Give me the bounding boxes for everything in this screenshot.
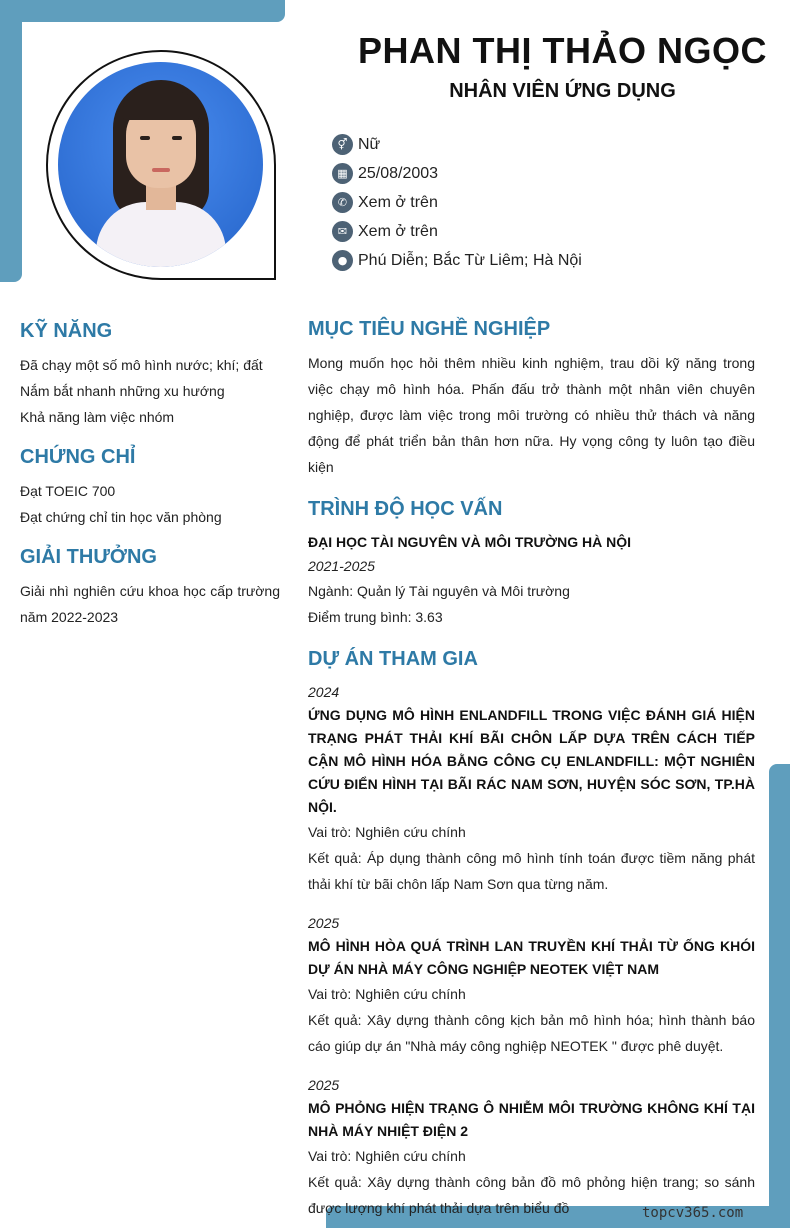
phone-icon: ✆	[332, 192, 353, 213]
list-item: Đạt TOEIC 700	[20, 483, 116, 499]
skills-section	[20, 318, 280, 430]
project-title: MÔ PHỎNG HIỆN TRẠNG Ô NHIỄM MÔI TRƯỜNG KHÔNG KHÍ TẠI NHÀ MÁY NHIỆT ĐIỆN 2	[308, 1100, 755, 1139]
project-item	[308, 911, 755, 1059]
certificates-section	[20, 444, 280, 530]
birthday-value: 25/08/2003	[358, 164, 439, 182]
project-role: Vai trò: Nghiên cứu chính	[308, 824, 466, 840]
left-column	[20, 318, 280, 644]
project-title: MÔ HÌNH HÒA QUÁ TRÌNH LAN TRUYỀN KHÍ THẢI TỪ ỐNG KHÓI DỰ ÁN NHÀ MÁY CÔNG NGHIỆP NEOTEK VIỆT NAM	[308, 938, 755, 977]
list-item: Đạt chứng chỉ tin học văn phòng	[20, 509, 222, 525]
project-role: Vai trò: Nghiên cứu chính	[308, 1148, 466, 1164]
objective-section	[308, 316, 755, 480]
email-value: Xem ở trên	[358, 222, 438, 240]
project-item	[308, 1073, 755, 1221]
contact-phone	[332, 188, 582, 217]
decorative-top-bar	[0, 0, 285, 22]
section-title: CHỨNG CHỈ	[20, 446, 136, 468]
profile-photo	[58, 62, 263, 267]
decorative-right-bar	[769, 764, 790, 1228]
job-title: NHÂN VIÊN ỨNG DỤNG	[449, 80, 676, 102]
calendar-icon: ▦	[332, 163, 353, 184]
list-item: Giải nhì nghiên cứu khoa học cấp trường năm 2022-2023	[20, 583, 280, 625]
section-title: GIẢI THƯỞNG	[20, 546, 157, 568]
project-role: Vai trò: Nghiên cứu chính	[308, 986, 466, 1002]
education-major: Ngành: Quản lý Tài nguyên và Môi trường	[308, 583, 570, 599]
section-title: TRÌNH ĐỘ HỌC VẤN	[308, 498, 503, 520]
project-year: 2024	[308, 684, 340, 700]
education-period: 2021-2025	[308, 558, 375, 574]
education-section	[308, 496, 755, 630]
contact-birthday	[332, 159, 582, 188]
section-title: KỸ NĂNG	[20, 320, 113, 342]
watermark: topcv365.com	[642, 1205, 744, 1221]
objective-text: Mong muốn học hỏi thêm nhiều kinh nghiệm, trau dồi kỹ năng trong việc chạy mô hình hóa. Phấn đấu trở thành một nhân viên chuyên nghiệp, được làm việc trong môi trường có nhiều thử thách và năng động để phát triển bản thân hơn nữa. Hy vọng công ty luôn tạo điều kiện	[308, 355, 755, 475]
project-result: Kết quả: Xây dựng thành công bản đồ mô phỏng hiện trang; so sánh được lượng khí phát thải dựa trên biểu đồ	[308, 1174, 755, 1216]
gender-icon: ⚥	[332, 134, 353, 155]
project-item	[308, 680, 755, 897]
project-year: 2025	[308, 915, 340, 931]
right-column	[308, 316, 755, 1228]
address-value: Phú Diễn; Bắc Từ Liêm; Hà Nội	[358, 251, 582, 269]
school-name: ĐẠI HỌC TÀI NGUYÊN VÀ MÔI TRƯỜNG HÀ NỘI	[308, 534, 632, 550]
candidate-name: PHAN THỊ THẢO NGỌC	[358, 30, 767, 71]
contact-info	[332, 130, 582, 275]
email-icon: ✉	[332, 221, 353, 242]
contact-email	[332, 217, 582, 246]
project-year: 2025	[308, 1077, 340, 1093]
project-result: Kết quả: Áp dụng thành công mô hình tính toán được tiềm năng phát thải khí từ bãi chôn lấp Nam Sơn qua từng năm.	[308, 850, 755, 892]
section-title: DỰ ÁN THAM GIA	[308, 648, 478, 670]
phone-value: Xem ở trên	[358, 193, 438, 211]
decorative-left-bar	[0, 0, 22, 282]
contact-address	[332, 246, 582, 275]
list-item: Khả năng làm việc nhóm	[20, 409, 175, 425]
projects-section	[308, 646, 755, 1221]
contact-gender	[332, 130, 582, 159]
location-icon: ●	[332, 250, 353, 271]
list-item: Nắm bắt nhanh những xu hướng	[20, 383, 225, 399]
project-result: Kết quả: Xây dựng thành công kịch bản mô hình hóa; hình thành báo cáo giúp dự án "Nhà máy công nghiệp NEOTEK " được phê duyệt.	[308, 1012, 755, 1054]
gender-value: Nữ	[358, 135, 381, 153]
education-gpa: Điểm trung bình: 3.63	[308, 609, 443, 625]
project-title: ỨNG DỤNG MÔ HÌNH ENLANDFILL TRONG VIỆC ĐÁNH GIÁ HIỆN TRẠNG PHÁT THẢI KHÍ BÃI CHÔN LẤP DỰA TRÊN CÁCH TIẾP CẬN MÔ HÌNH HÓA BẰNG CÔNG CỤ ENLANDFILL: MỘT NGHIÊN CỨU ĐIỂN HÌNH TẠI BÃI RÁC NAM SƠN, HUYỆN SÓC SƠN, TP.HÀ NỘI.	[308, 707, 755, 815]
section-title: MỤC TIÊU NGHỀ NGHIỆP	[308, 318, 551, 340]
list-item: Đã chạy một số mô hình nước; khí; đất	[20, 357, 263, 373]
awards-section	[20, 544, 280, 630]
